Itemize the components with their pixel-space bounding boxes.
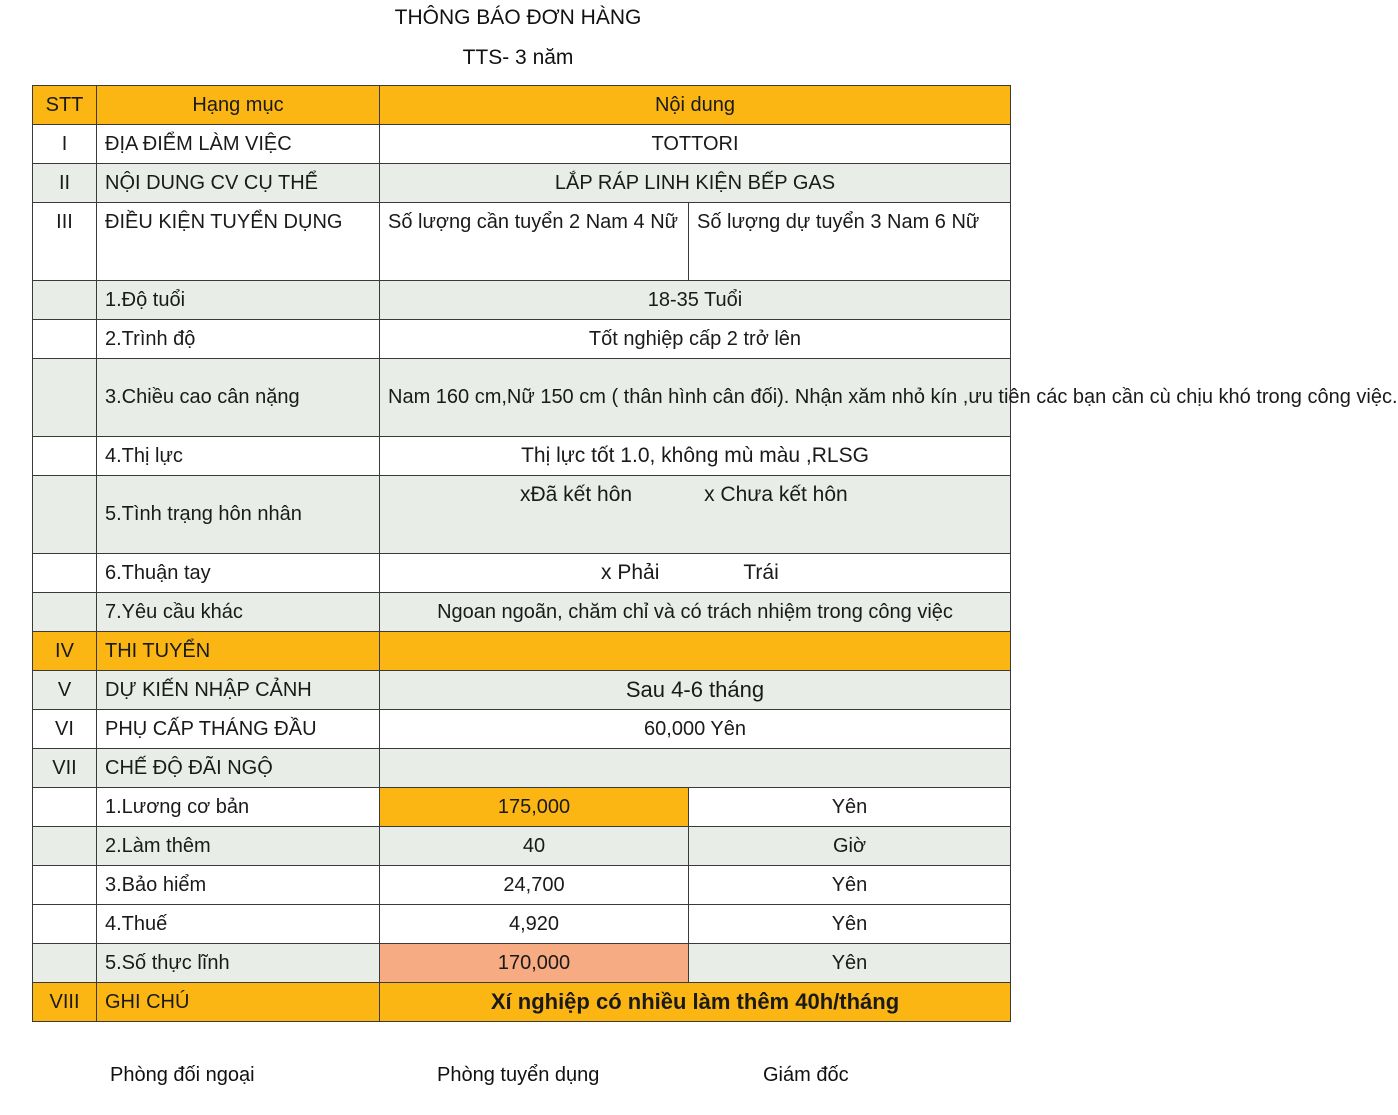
order-table: [32, 85, 1398, 1022]
insurance-amount: 24,700: [380, 866, 689, 905]
insurance-unit: Yên: [689, 866, 1011, 905]
row-label: 3.Chiều cao cân nặng: [97, 359, 380, 437]
row-label: 1.Lương cơ bản: [97, 788, 380, 827]
row-exam: [33, 632, 1011, 671]
header-stt: STT: [33, 86, 97, 125]
recruit-needed: Số lượng cần tuyển 2 Nam 4 Nữ: [380, 203, 689, 281]
row-stt: VIII: [33, 983, 97, 1022]
row-label: DỰ KIẾN NHẬP CẢNH: [97, 671, 380, 710]
row-value: 18-35 Tuổi: [380, 281, 1011, 320]
row-recruit: [33, 203, 1011, 281]
row-marital: [33, 476, 1011, 554]
row-location: [33, 125, 1011, 164]
row-entry: [33, 671, 1011, 710]
option-married: xĐã kết hôn: [520, 483, 633, 506]
row-value: Thị lực tốt 1.0, không mù màu ,RLSG: [380, 437, 1011, 476]
row-label: 5.Số thực lĩnh: [97, 944, 380, 983]
row-stt: [33, 827, 97, 866]
row-stt: [33, 905, 97, 944]
row-value: 60,000 Yên: [380, 710, 1011, 749]
row-value: Tốt nghiệp cấp 2 trở lên: [380, 320, 1011, 359]
row-stt: III: [33, 203, 97, 281]
row-benefits: [33, 749, 1011, 788]
row-value: LẮP RÁP LINH KIỆN BẾP GAS: [380, 164, 1011, 203]
row-stt: VI: [33, 710, 97, 749]
row-height: [33, 359, 1011, 437]
row-stt: IV: [33, 632, 97, 671]
row-stt: [33, 788, 97, 827]
row-label: 2.Làm thêm: [97, 827, 380, 866]
row-insurance: [33, 866, 1011, 905]
row-label: 2.Trình độ: [97, 320, 380, 359]
row-age: [33, 281, 1011, 320]
signature-recruitment: Phòng tuyển dụng: [437, 1064, 600, 1086]
row-overtime: [33, 827, 1011, 866]
row-stt: [33, 866, 97, 905]
row-value: [380, 554, 1011, 593]
row-stt: [33, 359, 97, 437]
row-stt: VII: [33, 749, 97, 788]
salary-amount: 175,000: [380, 788, 689, 827]
row-value: [380, 749, 1011, 788]
row-label: PHỤ CẤP THÁNG ĐẦU: [97, 710, 380, 749]
row-stt: II: [33, 164, 97, 203]
option-single: x Chưa kết hôn: [704, 483, 848, 506]
net-amount: 170,000: [380, 944, 689, 983]
note-value: Xí nghiệp có nhiều làm thêm 40h/tháng: [380, 983, 1011, 1022]
table-header-row: [33, 86, 1011, 125]
row-hand: [33, 554, 1011, 593]
row-value: Sau 4-6 tháng: [380, 671, 1011, 710]
row-label: ĐỊA ĐIỂM LÀM VIỆC: [97, 125, 380, 164]
row-tax: [33, 905, 1011, 944]
row-stt: V: [33, 671, 97, 710]
document-subtitle: TTS- 3 năm: [462, 46, 574, 69]
recruit-candidates: Số lượng dự tuyển 3 Nam 6 Nữ: [689, 203, 1011, 281]
salary-unit: Yên: [689, 788, 1011, 827]
row-label: ĐIỀU KIỆN TUYỂN DỤNG: [97, 203, 380, 281]
row-stt: [33, 281, 97, 320]
row-label: 5.Tình trạng hôn nhân: [97, 476, 380, 554]
row-allowance: [33, 710, 1011, 749]
tax-unit: Yên: [689, 905, 1011, 944]
row-label: 1.Độ tuổi: [97, 281, 380, 320]
row-label: THI TUYỂN: [97, 632, 380, 671]
row-value: [380, 476, 1011, 554]
row-stt: I: [33, 125, 97, 164]
row-value: Nam 160 cm,Nữ 150 cm ( thân hình cân đối). Nhận xăm nhỏ kín ,ưu tiên các bạn cần cù chịu khó trong công việc.: [380, 359, 1011, 437]
row-stt: [33, 437, 97, 476]
row-label: GHI CHÚ: [97, 983, 380, 1022]
row-note: [33, 983, 1011, 1022]
row-stt: [33, 554, 97, 593]
overtime-amount: 40: [380, 827, 689, 866]
row-net: [33, 944, 1011, 983]
row-salary: [33, 788, 1011, 827]
row-label: CHẾ ĐỘ ĐÃI NGỘ: [97, 749, 380, 788]
signature-foreign-affairs: Phòng đối ngoại: [110, 1064, 255, 1086]
row-stt: [33, 944, 97, 983]
row-label: 4.Thuế: [97, 905, 380, 944]
option-left: Trái: [743, 561, 779, 584]
row-value: Ngoan ngoãn, chăm chỉ và có trách nhiệm trong công việc: [380, 593, 1011, 632]
row-stt: [33, 593, 97, 632]
row-label: NỘI DUNG CV CỤ THỂ: [97, 164, 380, 203]
row-stt: [33, 476, 97, 554]
row-value: [380, 632, 1011, 671]
overtime-unit: Giờ: [689, 827, 1011, 866]
row-other: [33, 593, 1011, 632]
row-stt: [33, 320, 97, 359]
row-job: [33, 164, 1011, 203]
net-unit: Yên: [689, 944, 1011, 983]
document-title: THÔNG BÁO ĐƠN HÀNG: [394, 6, 642, 29]
header-category: Hạng mục: [97, 86, 380, 125]
row-label: 4.Thị lực: [97, 437, 380, 476]
row-education: [33, 320, 1011, 359]
option-right: x Phải: [601, 561, 660, 584]
signature-director: Giám đốc: [763, 1064, 849, 1086]
row-label: 7.Yêu cầu khác: [97, 593, 380, 632]
header-content: Nội dung: [380, 86, 1011, 125]
tax-amount: 4,920: [380, 905, 689, 944]
row-label: 6.Thuận tay: [97, 554, 380, 593]
row-vision: [33, 437, 1011, 476]
row-value: TOTTORI: [380, 125, 1011, 164]
row-label: 3.Bảo hiểm: [97, 866, 380, 905]
